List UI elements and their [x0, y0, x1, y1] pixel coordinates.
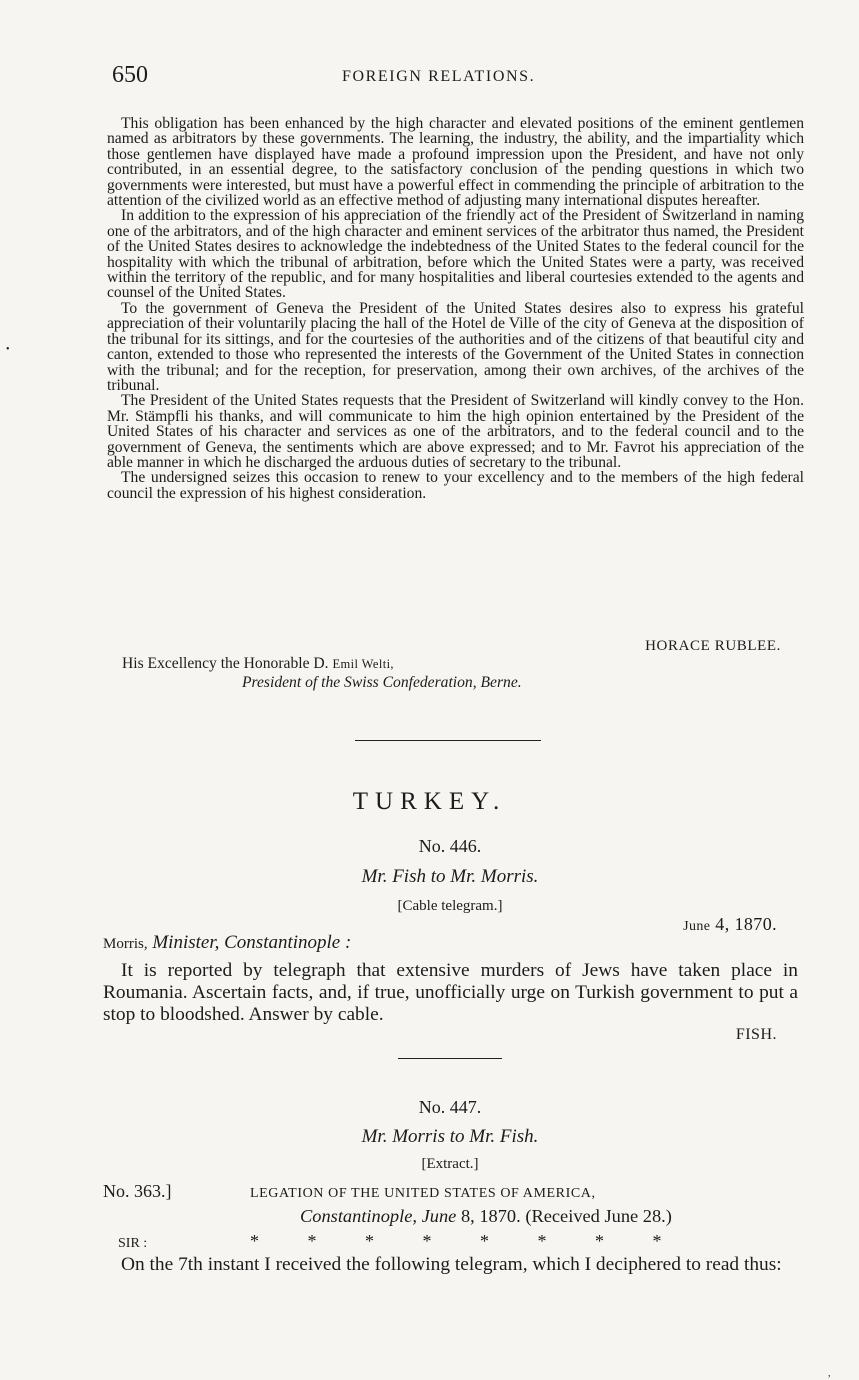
place: Constantinople,	[300, 1206, 417, 1226]
addressee-name: Emil Welti,	[332, 657, 394, 671]
doc-446-note: [Cable telegram.]	[397, 898, 503, 914]
doc-446-date	[683, 914, 777, 935]
doc-447-ref-number: No. 363.]	[103, 1181, 172, 1201]
running-head: FOREIGN RELATIONS.	[342, 68, 536, 85]
doc-447-legation	[250, 1181, 596, 1202]
date-month: June	[683, 919, 711, 934]
salutation: SIR :	[118, 1236, 148, 1251]
date-rest: 4, 1870.	[715, 914, 777, 934]
doc-446-number: No. 446.	[418, 836, 482, 856]
margin-dot: •	[6, 344, 10, 355]
doc-447-place-date	[300, 1206, 672, 1227]
doc-447-body	[103, 1254, 798, 1276]
salutation-name: Morris,	[103, 936, 148, 952]
paragraph: In addition to the expression of his appreciation of the friendly act of the President of Switzerland in naming one of the arbitrators, and of the high character and eminent services of the arbitrator thus named, the President of the United States desires to acknowledge the indebtedness of the United States to the federal council for the hospitality with which the tribunal of arbitration, before which the United States were a party, was received within the territory of the republic, and for many hospitalities and liberal courtesies extended to the agents and counsel of the United States.	[107, 207, 804, 302]
doc-446-body	[103, 960, 798, 1026]
received-note: (Received June 28.)	[525, 1206, 672, 1226]
doc-446-signature: FISH.	[735, 1026, 777, 1043]
addressee	[122, 654, 394, 674]
paragraph: The President of the United States requests that the President of Switzerland will kindly convey to the Hon. Mr. Stämpfli his thanks, and will communicate to him the high opinion entertained by the President of the United States of his character and services as one of the arbitrators, and to the federal council and to the government of Geneva, the sentiments which are above expressed; and to Mr. Favrot his appreciation of the able manner in which he discharged the arduous duties of secretary to the tribunal.	[107, 392, 804, 471]
page-number: 650	[112, 62, 148, 88]
date-rest: 8, 1870.	[460, 1206, 521, 1226]
doc-446-from-to: Mr. Fish to Mr. Morris.	[361, 866, 539, 887]
doc-447-note: [Extract.]	[421, 1156, 479, 1172]
paragraph: On the 7th instant I received the following telegram, which I deciphered to read thus:	[121, 1254, 782, 1275]
section-divider	[355, 740, 541, 741]
paragraph: This obligation has been enhanced by the high character and elevated positions of the eminent gentlemen named as arbitrators by these governments. The learning, the industry, the ability, and the impartiality which those gentlemen have displayed have made a profound impression upon the President, and have not only contributed, in an essential degree, to the satisfactory conclusion of the pending questions in which two governments were interested, but must have a powerful effect in commending the principle of arbitration to the attention of the civilized world as an effective method of adjusting many international disputes hereafter.	[107, 115, 804, 210]
doc-447-from-to: Mr. Morris to Mr. Fish.	[361, 1126, 539, 1147]
date-month: June	[421, 1206, 457, 1226]
letter-body	[107, 116, 804, 501]
legation-name: LEGATION OF THE UNITED STATES OF AMERICA,	[250, 1186, 596, 1201]
addressee-prefix: His Excellency the Honorable D.	[122, 655, 329, 672]
salutation-title: Minister, Constantinople :	[152, 932, 352, 953]
letter-signature: HORACE RUBLEE.	[645, 638, 781, 654]
paragraph: It is reported by telegraph that extensive murders of Jews have taken place in Roumania. Ascertain facts, and, if true, unofficially urge on Turkish government to put a stop to bloodshed. Answer by cable.	[103, 960, 798, 1025]
margin-mark: ,	[828, 1368, 831, 1379]
doc-447-number: No. 447.	[418, 1097, 482, 1117]
short-divider	[398, 1058, 502, 1059]
paragraph: The undersigned seizes this occasion to renew to your excellency and to the members of the high federal council the expression of his highest consideration.	[107, 469, 804, 502]
doc-446-salutation	[103, 932, 351, 954]
ellipsis-stars: * * * * * * * *	[250, 1231, 662, 1251]
doc-447-salutation	[118, 1231, 147, 1252]
page-header	[112, 62, 802, 94]
paragraph: To the government of Geneva the President of the United States desires also to express his grateful appreciation of their voluntarily placing the hall of the Hotel de Ville of the city of Geneva at the disposition of the tribunal for its sittings, and for the courtesies of the authorities and of the citizens of that beautiful city and canton, extended to those who represented the interests of the Government of the United States in connection with the tribunal; and for the reception, for preservation, among their own archives, of the archives of the tribunal.	[107, 299, 804, 394]
section-title: TURKEY.	[352, 788, 507, 815]
addressee-title: President of the Swiss Confederation, Berne.	[242, 674, 522, 691]
